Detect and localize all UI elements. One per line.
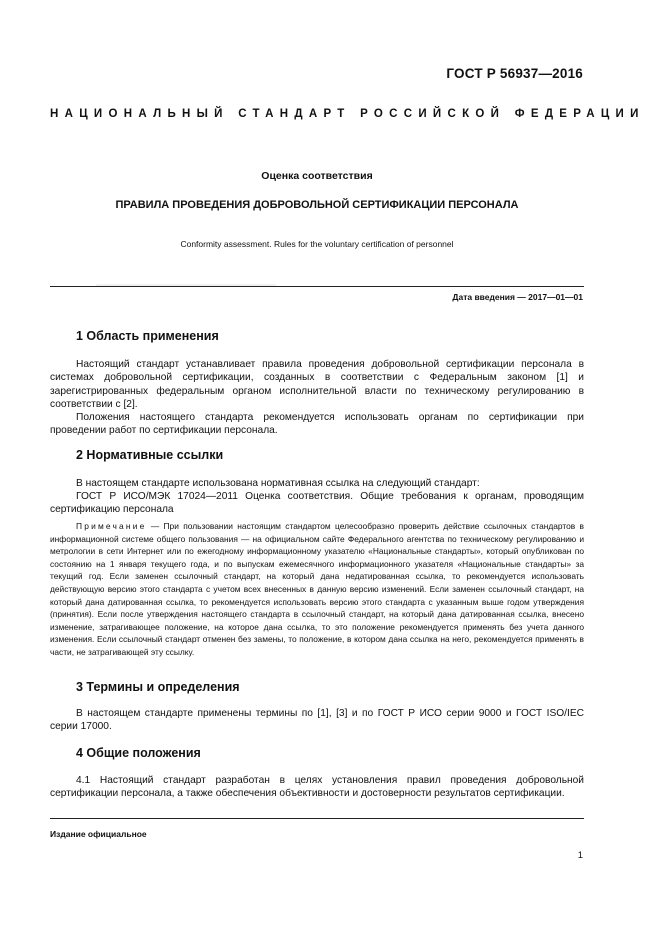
note-label: Примечание: [76, 521, 147, 531]
section-1-paragraph-2-text: Положения настоящего стандарта рекомендуется использовать органам по сертификации при проведении работ по сертификации персонала.: [50, 412, 584, 437]
section-2-paragraph-1-text: В настоящем стандарте использована нормативная ссылка на следующий стандарт:: [76, 478, 480, 489]
section-1-heading: 1 Область применения: [76, 329, 219, 343]
note-text: — При пользовании настоящим стандартом целесообразно проверить действие ссылочных стандартов в информационной системе общего пользования — на официальном сайте Федерального агентства по техническому регулированию и метрологии в сети Интернет или по ежегодному информационному указателю «Национальные стандарты», который опубликован по состоянию на 1 января текущего года, и по выпускам ежемесячного информационного указателя «Национальные стандарты» за текущий год. Если заменен ссылочный стандарт, на который дана недатированная ссылка, то рекомендуется использовать действующую версию этого стандарта с учетом всех внесенных в данную версию изменений. Если заменен ссылочный стандарт, на который дана датированная ссылка, то рекомендуется использовать версию этого стандарта с указанным выше годом утверждения (принятия). Если после утверждения настоящего стандарта в ссылочный стандарт, на который дана датированная ссылка, внесено изменение, затрагивающее положение, на которое дана ссылка, то это положение рекомендуется применять без учета данного изменения. Если ссылочный стандарт отменен без замены, то положение, в котором дана ссылка на него, рекомендуется применять в части, не затрагивающей эту ссылку.: [50, 521, 585, 657]
document-subject: Оценка соответствия: [261, 170, 373, 182]
section-3-paragraph-1: [50, 707, 584, 734]
national-standard-banner: НАЦИОНАЛЬНЫЙ СТАНДАРТ РОССИЙСКОЙ ФЕДЕРАЦИИ: [50, 108, 645, 120]
document-code: ГОСТ Р 56937—2016: [446, 66, 583, 81]
section-2-note: [50, 520, 584, 659]
introduction-date: Дата введения — 2017—01—01: [452, 292, 583, 302]
section-4-paragraph-1: [50, 774, 584, 801]
section-2-reference-text: ГОСТ Р ИСО/МЭК 17024—2011 Оценка соответствия. Общие требования к органам, проводящим сертификацию персонала: [50, 491, 584, 516]
document-title: ПРАВИЛА ПРОВЕДЕНИЯ ДОБРОВОЛЬНОЙ СЕРТИФИКАЦИИ ПЕРСОНАЛА: [115, 199, 519, 211]
official-edition-label: Издание официальное: [50, 829, 147, 839]
section-2-paragraph-1: [50, 477, 584, 490]
english-title: Conformity assessment. Rules for the voluntary certification of personnel: [180, 239, 454, 249]
section-3-paragraph-1-text: В настоящем стандарте применены термины по [1], [3] и по ГОСТ Р ИСО серии 9000 и ГОСТ ISO/IEC серии 17000.: [50, 708, 584, 733]
section-3-heading: 3 Термины и определения: [76, 680, 240, 694]
section-4-paragraph-1-text: 4.1 Настоящий стандарт разработан в целях установления правил проведения добровольной сертификации персонала, а также обеспечения объективности и достоверности результатов сертификации.: [50, 775, 584, 800]
page-number: 1: [577, 850, 583, 861]
header-divider: [50, 286, 584, 287]
section-1-paragraph-1-text: Настоящий стандарт устанавливает правила проведения добровольной сертификации персонала в системах добровольной сертификации, созданных в соответствии с Федеральным законом [1] и зарегистрированных федеральным органом исполнительной власти по техническому регулированию в соответствии с [2].: [50, 359, 584, 411]
section-2-heading: 2 Нормативные ссылки: [76, 448, 224, 462]
section-2-reference: [50, 490, 584, 517]
footer-divider: [50, 818, 584, 819]
section-1-paragraph-2: [50, 411, 584, 438]
section-1-paragraph-1: [50, 358, 584, 412]
section-4-heading: 4 Общие положения: [76, 746, 201, 760]
